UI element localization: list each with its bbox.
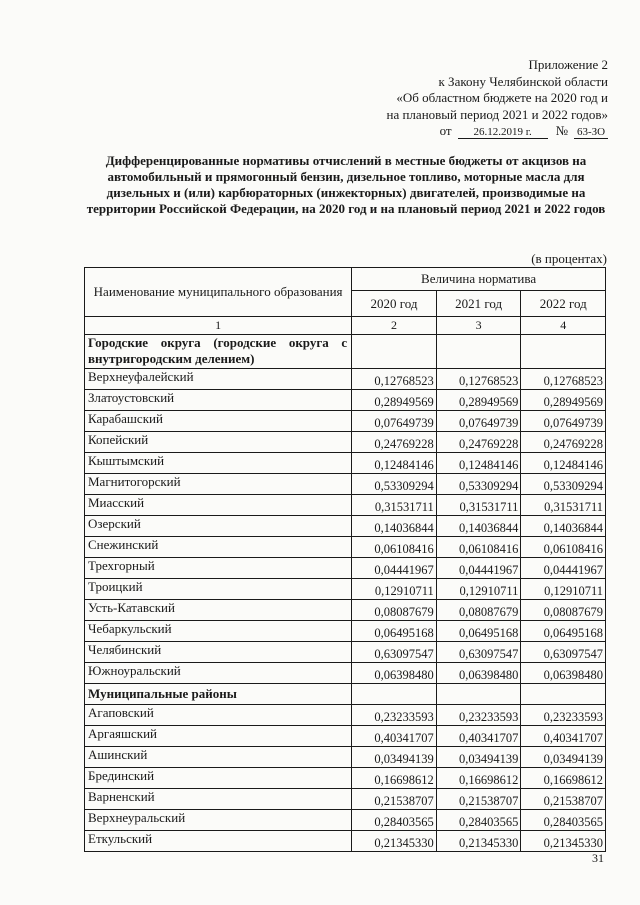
value-2020: 0,28403565 — [352, 810, 437, 831]
value-2021: 0,06495168 — [436, 621, 521, 642]
value-2022: 0,63097547 — [521, 642, 606, 663]
table-row — [85, 537, 606, 558]
value-2022: 0,03494139 — [521, 747, 606, 768]
appendix-title: Приложение 2 — [528, 57, 608, 72]
table-row — [85, 810, 606, 831]
table-row — [85, 663, 606, 684]
section-title: Муниципальные районы — [85, 684, 352, 705]
date-prefix: от — [439, 123, 452, 138]
value-2021: 0,53309294 — [436, 474, 521, 495]
value-2022: 0,06108416 — [521, 537, 606, 558]
value-2020: 0,08087679 — [352, 600, 437, 621]
value-2020: 0,31531711 — [352, 495, 437, 516]
value-2022: 0,04441967 — [521, 558, 606, 579]
municipality-name: Озерский — [85, 516, 352, 537]
value-2020: 0,03494139 — [352, 747, 437, 768]
table-body — [85, 335, 606, 852]
municipality-name: Челябинский — [85, 642, 352, 663]
municipality-name: Верхнеуфалейский — [85, 369, 352, 390]
value-2021: 0,28949569 — [436, 390, 521, 411]
value-2020: 0,04441967 — [352, 558, 437, 579]
value-2022: 0,08087679 — [521, 600, 606, 621]
municipality-name: Копейский — [85, 432, 352, 453]
value-2020: 0,06108416 — [352, 537, 437, 558]
municipality-name: Агаповский — [85, 705, 352, 726]
col-header-2021: 2021 год — [436, 291, 521, 317]
value-2022: 0,12484146 — [521, 453, 606, 474]
value-2022: 0,21538707 — [521, 789, 606, 810]
municipality-name: Миасский — [85, 495, 352, 516]
municipality-name: Аргаяшский — [85, 726, 352, 747]
number-prefix: № — [555, 123, 568, 138]
table-row — [85, 411, 606, 432]
col-number-4: 4 — [521, 317, 606, 335]
municipality-name: Брединский — [85, 768, 352, 789]
col-number-1: 1 — [85, 317, 352, 335]
value-2022: 0,21345330 — [521, 831, 606, 852]
municipality-name: Варненский — [85, 789, 352, 810]
appendix-header — [308, 57, 608, 140]
value-2021: 0,40341707 — [436, 726, 521, 747]
value-2020: 0,21345330 — [352, 831, 437, 852]
municipality-name: Троицкий — [85, 579, 352, 600]
value-2021: 0,14036844 — [436, 516, 521, 537]
table-row — [85, 369, 606, 390]
value-2021: 0,08087679 — [436, 600, 521, 621]
municipality-name: Магнитогорский — [85, 474, 352, 495]
value-2021: 0,16698612 — [436, 768, 521, 789]
table-row — [85, 789, 606, 810]
value-2021: 0,28403565 — [436, 810, 521, 831]
value-2022: 0,23233593 — [521, 705, 606, 726]
table-row — [85, 558, 606, 579]
table-row — [85, 621, 606, 642]
value-2021: 0,24769228 — [436, 432, 521, 453]
table-row — [85, 453, 606, 474]
value-2021: 0,12768523 — [436, 369, 521, 390]
col-number-3: 3 — [436, 317, 521, 335]
table-row — [85, 747, 606, 768]
value-2020: 0,63097547 — [352, 642, 437, 663]
value-2020: 0,40341707 — [352, 726, 437, 747]
col-number-2: 2 — [352, 317, 437, 335]
value-2021: 0,23233593 — [436, 705, 521, 726]
section-header-urban — [85, 335, 606, 369]
municipality-name: Трехгорный — [85, 558, 352, 579]
value-2022: 0,16698612 — [521, 768, 606, 789]
value-2021: 0,21538707 — [436, 789, 521, 810]
law-number: 63-ЗО — [574, 126, 608, 139]
value-2022: 0,53309294 — [521, 474, 606, 495]
value-2022: 0,40341707 — [521, 726, 606, 747]
municipality-name: Ашинский — [85, 747, 352, 768]
value-2022: 0,24769228 — [521, 432, 606, 453]
value-2020: 0,06495168 — [352, 621, 437, 642]
value-2020: 0,12484146 — [352, 453, 437, 474]
appendix-law-name-cont: на плановый период 2021 и 2022 годов» — [386, 106, 608, 122]
municipality-name: Верхнеуральский — [85, 810, 352, 831]
value-2021: 0,12484146 — [436, 453, 521, 474]
table-row — [85, 705, 606, 726]
page-number: 31 — [592, 851, 604, 865]
value-2022: 0,31531711 — [521, 495, 606, 516]
value-2021: 0,21345330 — [436, 831, 521, 852]
table-row — [85, 768, 606, 789]
appendix-law-name: «Об областном бюджете на 2020 год и — [396, 90, 608, 105]
municipality-name: Усть-Катавский — [85, 600, 352, 621]
value-2022: 0,12910711 — [521, 579, 606, 600]
value-2021: 0,06398480 — [436, 663, 521, 684]
table-row — [85, 390, 606, 411]
col-header-2022: 2022 год — [521, 291, 606, 317]
municipality-name: Карабашский — [85, 411, 352, 432]
value-2021: 0,04441967 — [436, 558, 521, 579]
table-row — [85, 516, 606, 537]
value-2022: 0,28403565 — [521, 810, 606, 831]
section-title: Городские округа (городские округа с внутригородским делением) — [85, 335, 352, 369]
municipality-name: Южноуральский — [85, 663, 352, 684]
table-row — [85, 831, 606, 852]
value-2020: 0,16698612 — [352, 768, 437, 789]
units-note: (в процентах) — [531, 251, 607, 266]
value-2020: 0,53309294 — [352, 474, 437, 495]
section-header-districts — [85, 684, 606, 705]
value-2020: 0,06398480 — [352, 663, 437, 684]
value-2020: 0,14036844 — [352, 516, 437, 537]
municipality-name: Чебаркульский — [85, 621, 352, 642]
value-2020: 0,23233593 — [352, 705, 437, 726]
value-2020: 0,28949569 — [352, 390, 437, 411]
value-2021: 0,63097547 — [436, 642, 521, 663]
norms-table — [84, 267, 606, 852]
value-2022: 0,12768523 — [521, 369, 606, 390]
table-row — [85, 495, 606, 516]
value-2022: 0,06398480 — [521, 663, 606, 684]
value-2021: 0,31531711 — [436, 495, 521, 516]
appendix-date-line — [308, 123, 608, 140]
table-row — [85, 600, 606, 621]
municipality-name: Еткульский — [85, 831, 352, 852]
value-2022: 0,06495168 — [521, 621, 606, 642]
value-2020: 0,24769228 — [352, 432, 437, 453]
municipality-name: Снежинский — [85, 537, 352, 558]
col-header-group: Величина норматива — [352, 268, 606, 291]
table-row — [85, 474, 606, 495]
value-2021: 0,06108416 — [436, 537, 521, 558]
municipality-name: Кыштымский — [85, 453, 352, 474]
value-2021: 0,12910711 — [436, 579, 521, 600]
law-date: 26.12.2019 г. — [458, 126, 548, 139]
col-header-2020: 2020 год — [352, 291, 437, 317]
value-2021: 0,07649739 — [436, 411, 521, 432]
appendix-law: к Закону Челябинской области — [438, 73, 608, 89]
municipality-name: Златоустовский — [85, 390, 352, 411]
value-2022: 0,14036844 — [521, 516, 606, 537]
value-2020: 0,12768523 — [352, 369, 437, 390]
value-2021: 0,03494139 — [436, 747, 521, 768]
value-2020: 0,07649739 — [352, 411, 437, 432]
document-title: Дифференцированные нормативы отчислений в местные бюджеты от акцизов на автомобильный и прямогонный бензин, дизельное топливо, моторные масла для дизельных и (или) карбюраторных (инжекторных) двигателей, производимые на территории Российской Федерации, на 2020 год и на плановый период 2021 и 2022 годов — [86, 153, 606, 216]
table-row — [85, 432, 606, 453]
value-2022: 0,07649739 — [521, 411, 606, 432]
col-header-name: Наименование муниципального образования — [85, 268, 352, 317]
value-2022: 0,28949569 — [521, 390, 606, 411]
table-row — [85, 642, 606, 663]
table-row — [85, 579, 606, 600]
value-2020: 0,21538707 — [352, 789, 437, 810]
value-2020: 0,12910711 — [352, 579, 437, 600]
table-row — [85, 726, 606, 747]
